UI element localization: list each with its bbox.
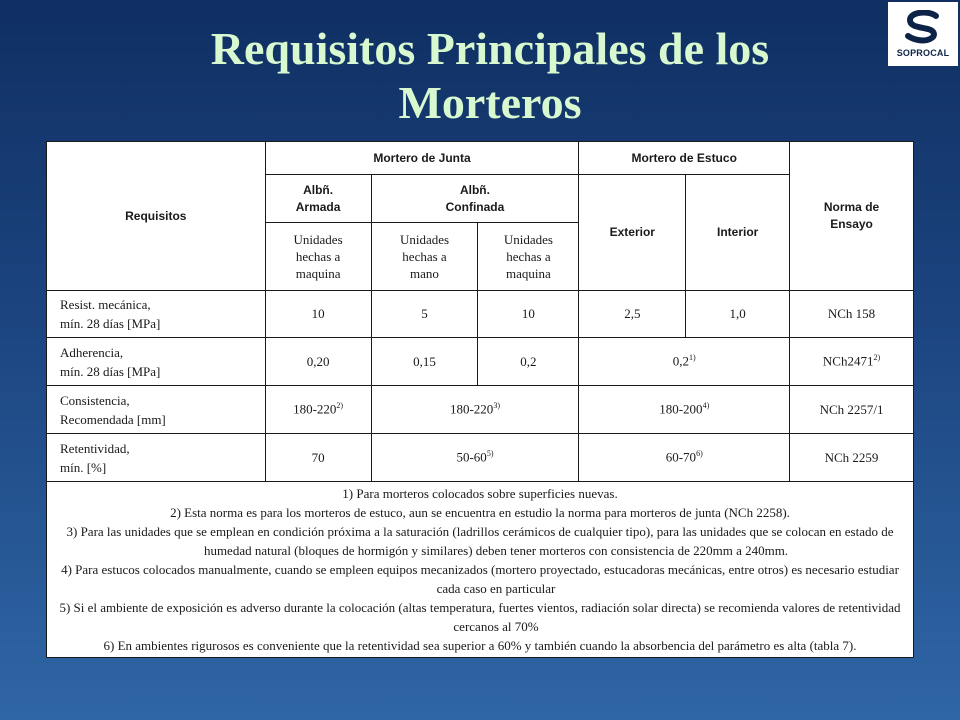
table-cell: 0,2 — [478, 338, 579, 386]
logo-text: SOPROCAL — [896, 48, 950, 58]
soprocal-s-logo-icon — [902, 10, 944, 46]
page-title — [30, 22, 950, 130]
row-label: Adherencia, mín. 28 días [MPa] — [47, 338, 266, 386]
header-alb-armada: Albñ. Armada — [265, 175, 371, 223]
table-cell: 0,2$^{1)}$ — [579, 338, 790, 386]
header-interior: Interior — [686, 175, 790, 291]
table-cell: 10 — [478, 291, 579, 338]
table-cell: 0,15 — [371, 338, 478, 386]
table-row — [47, 434, 914, 482]
table-cell: 5 — [371, 291, 478, 338]
header-exterior: Exterior — [579, 175, 686, 291]
requirements-table — [46, 141, 914, 658]
table-cell: 180-220$^{2)}$ — [265, 386, 371, 434]
table-cell-norma: NCh2471$^{2)}$ — [790, 338, 914, 386]
table-cell: 2,5 — [579, 291, 686, 338]
note-item: 3) Para las unidades que se emplean en condición próxima a la saturación (ladrillos cerámicos de cualquier tipo), para las unidades que se colocan en estado de humedad natural (bloques de hormigón y similares) deben tener morteros con consistencia de 220mm a 240mm. — [66, 524, 894, 558]
table-cell: 0,20 — [265, 338, 371, 386]
table-cell: 180-220$^{3)}$ — [371, 386, 579, 434]
note-item: 6) En ambientes rigurosos es conveniente que la retentividad sea superior a 60% y también cuando la absorbencia del parámetro es alta (tabla 7). — [103, 638, 857, 653]
table-cell-norma: NCh 158 — [790, 291, 914, 338]
header-requisitos: Requisitos — [47, 142, 266, 291]
table-cell: 60-70$^{6)}$ — [579, 434, 790, 482]
note-item: 2) Esta norma es para los morteros de estuco, aun se encuentra en estudio la norma para morteros de junta (NCh 2258). — [170, 505, 790, 520]
soprocal-logo — [888, 2, 958, 66]
table-cell: 1,0 — [686, 291, 790, 338]
header-unidades-maquina: Unidades hechas a maquina — [265, 223, 371, 291]
table-cell-norma: NCh 2257/1 — [790, 386, 914, 434]
table-cell-norma: NCh 2259 — [790, 434, 914, 482]
note-item: 4) Para estucos colocados manualmente, cuando se empleen equipos mecanizados (mortero proyectado, estucadoras mecánicas, entre otros) es necesario estudiar cada caso en particular — [61, 562, 899, 596]
header-unidades-maquina-2: Unidades hechas a maquina — [478, 223, 579, 291]
header-alb-confinada: Albñ. Confinada — [371, 175, 579, 223]
notes-section — [47, 482, 914, 658]
table-row — [47, 338, 914, 386]
table-row — [47, 386, 914, 434]
title-line-2: Morteros — [398, 77, 582, 128]
table-cell: 180-200$^{4)}$ — [579, 386, 790, 434]
table-cell: 50-60$^{5)}$ — [371, 434, 579, 482]
table-cell: 10 — [265, 291, 371, 338]
title-line-1: Requisitos Principales de los — [210, 23, 770, 74]
table-row — [47, 291, 914, 338]
note-item: 1) Para morteros colocados sobre superficies nuevas. — [342, 486, 618, 501]
header-norma-ensayo: Norma de Ensayo — [790, 142, 914, 291]
note-item: 5) Si el ambiente de exposición es adverso durante la colocación (altas temperatura, fuertes vientos, radiación solar directa) se recomienda valores de retentividad cercanos al 70% — [59, 600, 901, 634]
row-label: Consistencia, Recomendada [mm] — [47, 386, 266, 434]
header-mortero-estuco: Mortero de Estuco — [579, 142, 790, 175]
row-label: Retentividad, mín. [%] — [47, 434, 266, 482]
row-label: Resist. mecánica, mín. 28 días [MPa] — [47, 291, 266, 338]
header-unidades-mano: Unidades hechas a mano — [371, 223, 478, 291]
header-mortero-junta: Mortero de Junta — [265, 142, 579, 175]
table-cell: 70 — [265, 434, 371, 482]
